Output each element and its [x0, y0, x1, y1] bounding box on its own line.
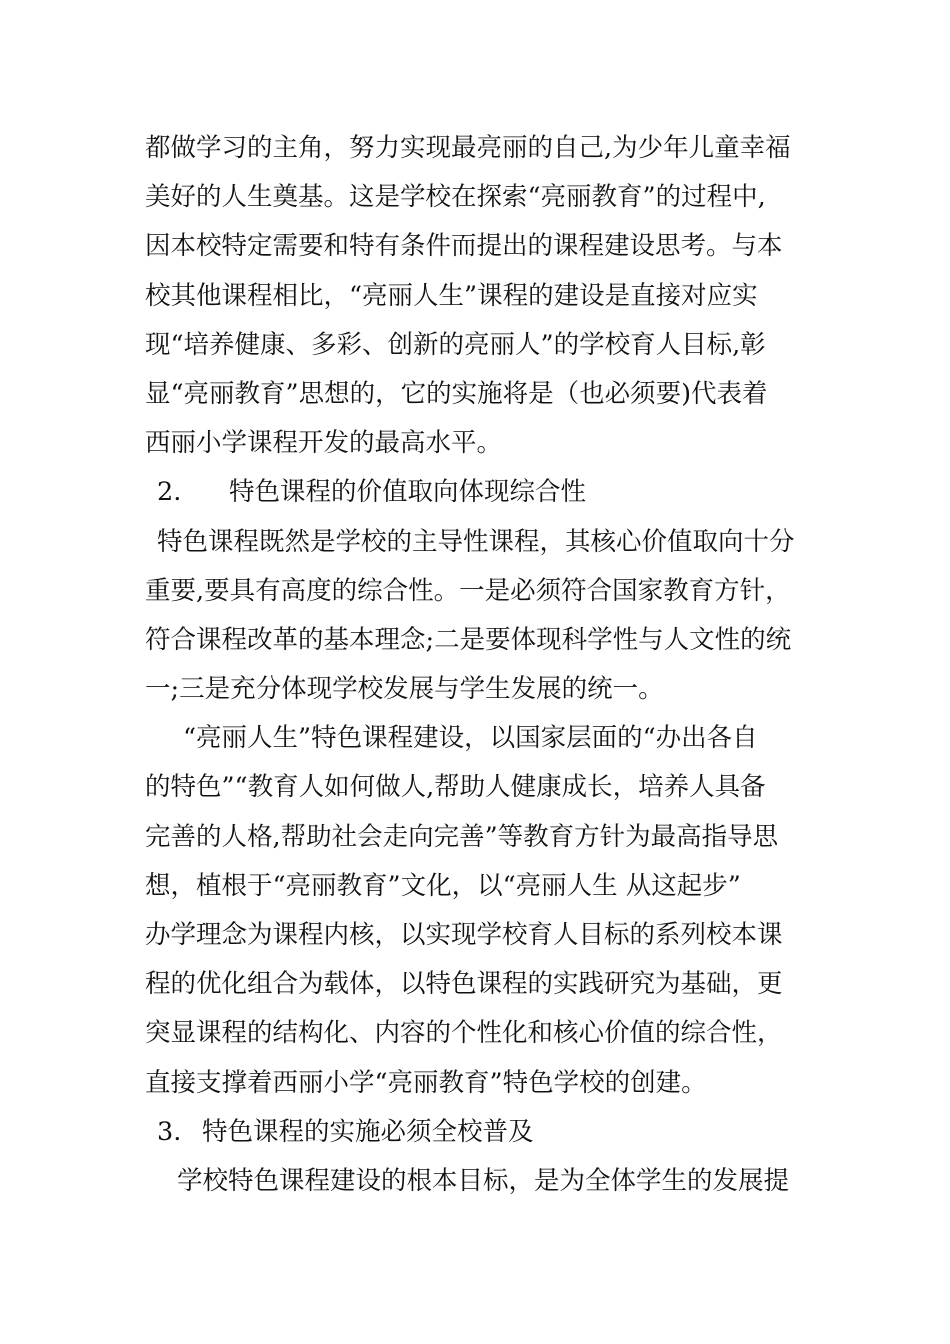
text-line: 美好的人生奠基。这是学校在探索“亮丽教育”的过程中, — [145, 182, 766, 213]
section-heading-2 — [145, 468, 805, 517]
text-line: 校其他课程相比，“亮丽人生”课程的建设是直接对应实 — [145, 280, 758, 311]
paragraph-3 — [145, 714, 805, 1108]
text-line: 因本校特定需要和特有条件而提出的课程建设思考。与本 — [145, 231, 783, 262]
heading-title: 特色课程的实施必须全校普及 — [202, 1116, 534, 1147]
text-line: “亮丽人生”特色课程建设，以国家层面的“办出各自 — [183, 723, 758, 754]
heading-number: 2. — [157, 477, 182, 508]
heading-number: 3. — [157, 1116, 182, 1147]
text-line: 直接支撑着西丽小学“亮丽教育”特色学校的创建。 — [145, 1067, 707, 1098]
text-line: 想，植根于“亮丽教育”文化，以“亮丽人生 从这起步” — [145, 870, 741, 901]
text-line: 完善的人格,帮助社会走向完善”等教育方针为最高指导思 — [145, 821, 779, 852]
text-line: 符合课程改革的基本理念;二是要体现科学性与人文性的统 — [145, 624, 792, 655]
text-line: 特色课程既然是学校的主导性课程，其核心价值取向十分 — [157, 526, 795, 557]
text-line: 程的优化组合为载体，以特色课程的实践研究为基础，更 — [145, 969, 783, 1000]
section-heading-3 — [145, 1108, 805, 1157]
text-line: 的特色”“教育人如何做人,帮助人健康成长，培养人具备 — [145, 772, 766, 803]
text-line: 都做学习的主角，努力实现最亮丽的自己,为少年儿童幸福 — [145, 133, 791, 163]
paragraph-4 — [145, 1157, 805, 1206]
text-line: 重要,要具有高度的综合性。一是必须符合国家教育方针， — [145, 575, 791, 606]
text-line: 突显课程的结构化、内容的个性化和核心价值的综合性， — [145, 1018, 783, 1049]
text-line: 西丽小学课程开发的最高水平。 — [145, 428, 503, 459]
text-line: 一;三是充分体现学校发展与学生发展的统一。 — [145, 674, 664, 705]
text-line: 学校特色课程建设的根本目标，是为全体学生的发展提 — [177, 1165, 790, 1196]
heading-title: 特色课程的价值取向体现综合性 — [229, 477, 587, 508]
text-line: 现“培养健康、多彩、创新的亮丽人”的学校育人目标,彰 — [145, 329, 766, 360]
document-body — [145, 124, 805, 1206]
paragraph-2 — [145, 518, 805, 715]
paragraph-1 — [145, 124, 805, 468]
text-line: 显“亮丽教育”思想的，它的实施将是（也必须要)代表着 — [145, 378, 768, 409]
text-line: 办学理念为课程内核，以实现学校育人目标的系列校本课 — [145, 920, 783, 950]
